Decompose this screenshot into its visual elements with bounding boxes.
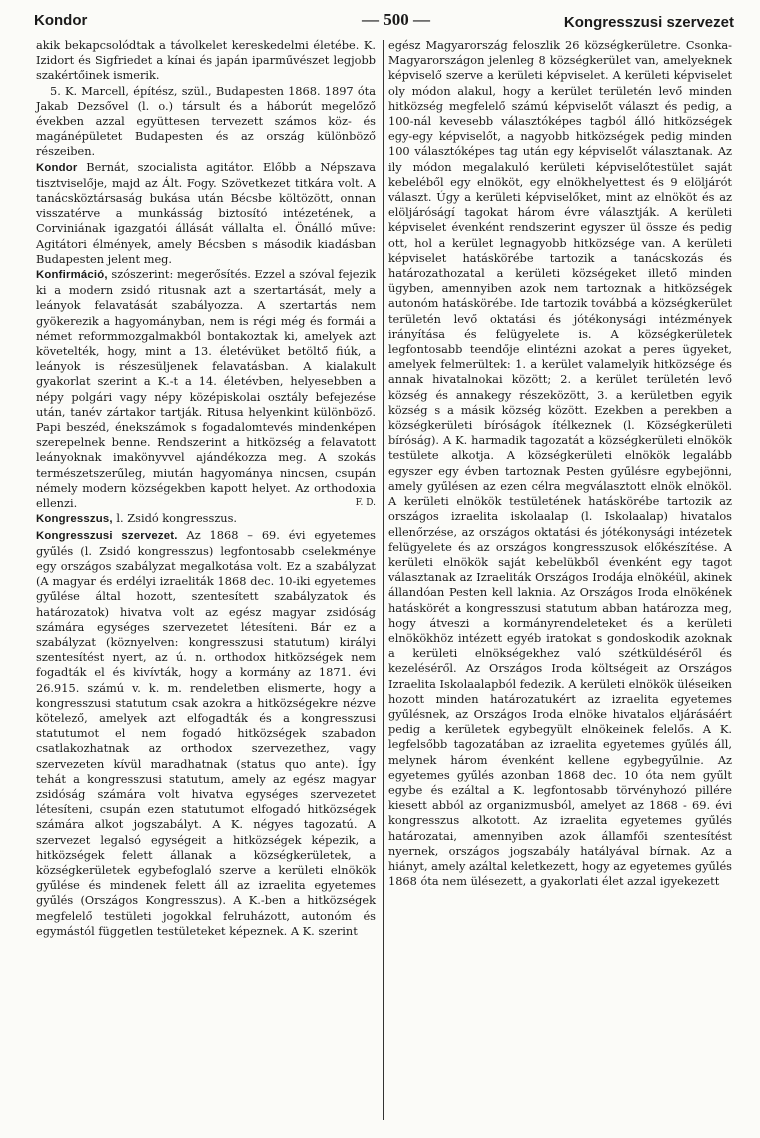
author-initials: F. D.	[355, 498, 376, 509]
left-column	[36, 38, 376, 939]
paragraph: egész Magyarország feloszlik 26 községkerületre. Csonka-Magyarországon jelenleg 8 községkerület van, amelyeknek képviselő szerve a kerületi képviselet. A kerületi képviselet oly módon alakul, hogy a kerület területén levő minden hitközség megfelelő számú képviselőt választ és pedig, a 100-nál kevesebb választóképes tagból álló hitközségek egy-egy képviselőt, a nagyobb hitközségek pedig minden 100 választóképes tag után egy képviselőt választanak. Az ily módon megalakuló kerületi képviselőtestület saját kebeléből egy elnököt, egy elnökhelyettest és 9 elöljárót választ. Úgy a kerületi képviselőket, mint az elnököt és az elöljáróságí tagokat három évre választják. A kerületi képviselet évenként rendszerint egyszer ül össze és pedig ott, hol a kerület legnagyobb hitközsége van. A kerületi képviselet hatáskörébe tartozik a tanácskozás és határozathozatal a kerületi községeket illető minden ügyben, amennyiben azok nem tartoznak a hitközségek autonóm hatáskörébe. Ide tartozik továbbá a községkerület területén levő oktatási és jótékonysági intézmények irányítása és felügyelete is. A községkerületek legfontosabb teendője elintézni azokat a peres ügyeket, amelyek felmerültek: 1. a kerület valamelyik hitközsége és annak hivatalnokai között; 2. a kerület területén levő község és annakegy részeközött, 3. a kerületben egyik község s a másik község között. Ezekben a perekben a községkerületi bíróságok ítélkeznek (l. Községkerületi bíróság). A K. harmadik tagozatát a községkerületi elnökök testülete alkotja. A községkerületi elnökök legalább egyszer egy évben tartoznak Pesten gyűlésre egybejönni, amely gyűlésen az ezen célra megválasztott elnök elnököl. A kerületi elnökök testületének hatáskörébe tartozik az országos izraelita iskolaalap (l. Iskolaalap) hivatalos ellenőrzése, az országos oktatási és jótékonysági intézetek felügyelete és az országos kongresszusok előkészítése. A kerületi elnökök saját kebelükből évenként egy tagot választanak az Izraeliták Országos Irodája elnökéül, akinek állandóan Pesten kell laknia. Az Országos Iroda elnökének hatáskörét a kongresszusi statutum abban határozza meg, hogy átveszi a kormányrendeleteket és a kerületi elnökökhöz intézett egyéb iratokat s gondoskodik azoknak a kerületi elnökségekhez való szétküldéséről és kezeléséről. Az Országos Iroda költségeit az Országos Izraelita Iskolaalapból fedezik. A kerületi elnökök üléseiken hozott minden határozatukért az izraelita egyetemes gyűlésnek, az Országos Iroda elnöke hivatalos eljárásáért pedig a kerületek egybegyült elnökeinek felelős. A K. legfelsőbb tagozatában az izraelita egyetemes gyűlés áll, melynek három évenként kellene egybegyűlnie. Az egyetemes gyűlés azonban 1868 dec. 10 óta nem gyűlt egybe és ezáltal a K. legfontosabb törvényhozó pillére kiesett abból az organizmusból, amelyet az 1868 - 69. évi kongresszus alkotott. Az izraelita egyetemes gyűlés határozatai, amennyiben azok államfői szentesítést nyernek, országos jogszabály hatályával bírnak. Az a hiányt, amely azáltal keletkezett, hogy az egyetemes gyűlés 1868 óta nem ülésezett, a gyakorlati élet azzal igyekezett	[388, 38, 732, 889]
page-number: — 500 —	[362, 10, 430, 29]
header-left-title: Kondor	[34, 12, 88, 29]
column-divider	[383, 40, 384, 1120]
entry-kongresszus: Kongresszus, l. Zsidó kongresszus.	[36, 511, 238, 526]
right-column	[388, 38, 732, 889]
entry-headword: Kongresszusi szervezet.	[36, 529, 178, 542]
entry-headword: Kondor	[36, 161, 78, 174]
entry-kondor: Kondor Bernát, szocialista agitátor. Előbb a Népszava tisztviselője, majd az Ált. Fogy. Szövetkezet titkára volt. A tanácsköztársaság bukása után Bécsbe költözött, onnan visszatérve a munkásság biztosító intézetének, a Corviniának igazgatói állását vállalta el. Önálló műve: Agitátori élmények, amely Bécsben s második kiadásban Budapesten jelent meg.	[36, 159, 376, 266]
paragraph: 5. K. Marcell, építész, szül., Budapesten 1868. 1897 óta Jakab Dezsővel (l. o.) társult és a háborút megelőző években azzal együttesen tervezett számos köz- és magánépületet Budapesten és az ország különböző részeiben.	[36, 83, 376, 159]
entry-headword: Kongresszus,	[36, 513, 113, 526]
entry-konfirmacio: Konfirmáció, szószerint: megerősítés. Ezzel a szóval fejezik ki a modern zsidó ritusnak azt a szertartását, mely a leányok felavatását szabályozza. A szertartás nem gyökerezik a hagyományban, nem is régi még és formái a német reformmozgalmakból bontakoztak ki, amelyek azt követelték, hogy, mint a 13. életévüket betöltő fiúk, a leányok is részesüljenek felavatásban. A kialakult gyakorlat szerint a K.-t a 14. életévben, helyesebben a népy polgári vagy népy középiskolai osztály befejezése után, tanév zártakor tartják. Ritusa helyenkint különböző. Papi beszéd, énekszámok s fogadalomtevés mindenképen szerepelnek benne. Rendszerint a hitközség a felavatott leányoknak imakönyvvel ajándékozza meg. A szokás természetszerűleg, miután hagyománya nincsen, csupán némely modern községekben kapott helyet. Az orthodoxia ellenzi. F. D.	[36, 267, 376, 511]
running-header	[22, 8, 740, 34]
header-right-title: Kongresszusi szervezet	[563, 14, 734, 31]
paragraph: akik bekapcsolódtak a távolkelet kereskedelmi életébe. K. Izidort és Sigfriedet a kínai és japán iparművészet legjobb szakértőinek ismerik.	[36, 38, 376, 83]
entry-kongresszusi-szervezet: Kongresszusi szervezet. Az 1868 – 69. évi egyetemes gyűlés (l. Zsidó kongresszus) legfontosabb cselekménye egy országos szabályzat megalkotása volt. Ez a szabályzat (A magyar és erdélyi izraeliták 1868 dec. 10-iki egyetemes gyűlése által hozott, szentesített szabályzatok és határozatok) hivatva volt az egész magyar zsidóság számára egységes szervezetet létesíteni. Bár ez a szabályzat (köznyelven: kongresszusi statutum) királyi szentesítést nyert, az ú. n. orthodox hitközségek nem fogadták el és kivívták, hogy a kormány az 1871. évi 26.915. számú v. k. m. rendeletben elismerte, hogy a kongresszusi statutum csak azokra a hitközségekre nézve kötelező, amelyek azt elfogadták és a kongresszusi statutumot el nem fogadó hitközségek szabadon csatlakozhatnak az orthodox szervezethez, vagy szervezeten kívül maradhatnak (status quo ante). Így tehát a kongresszusi statutum, amely az egész magyar zsidóság számára volt hivatva egységes szervezetet létesíteni, csupán ezen statutumot elfogadó hitközségek számára alkot jogszabályt. A K. négyes tagozatú. A szervezet legalsó egységeit a hitközségek képezik, a hitközségek felett állanak a községkerületek, a községkerületek egybefoglaló szerve a kerületi elnökök gyűlése és mindenek felett áll az izraelita egyetemes gyűlés (Országos Kongresszus). A K.-ben a hitközségek megfelelő testületi jogokkal felruházott, autonóm és egymástól független testületeket képeznek. A K. szerint	[36, 527, 377, 938]
entry-headword: Konfirmáció,	[36, 269, 108, 282]
